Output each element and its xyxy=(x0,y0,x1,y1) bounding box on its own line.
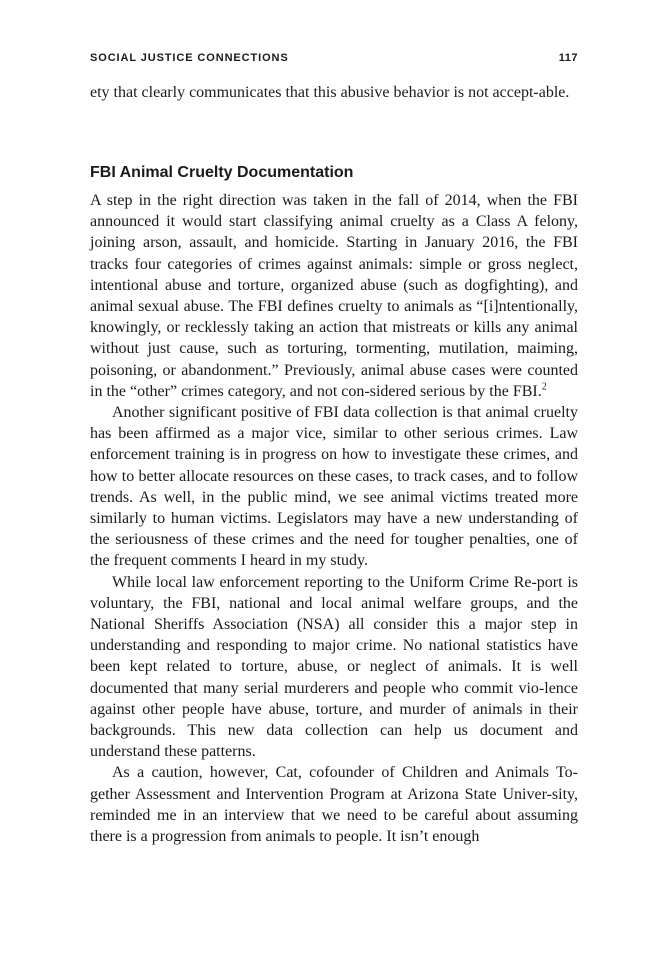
paragraph-text: A step in the right direction was taken in the fall of 2014, when the FBI announced it would start classifying animal cruelty as a Class A felony, joining arson, assault, and homicide. Starting in January 2016, the FBI tracks four categories of crimes against animals: simple or gross neglect, intentional abuse and torture, organized abuse (such as dogfighting), and animal sexual abuse. The FBI defines cruelty to animals as “[i]ntentionally, knowingly, or recklessly taking an action that mistreats or kills any animal without just cause, such as torturing, tormenting, mutilation, maiming, poisoning, or abandonment.” Previously, animal abuse cases were counted in the “other” crimes category, and not con-sidered serious by the FBI. xyxy=(90,192,578,400)
running-head-title: SOCIAL JUSTICE CONNECTIONS xyxy=(90,52,289,64)
running-head xyxy=(90,52,578,68)
paragraph: While local law enforcement reporting to the Uniform Crime Re-port is voluntary, the FBI, national and local animal welfare groups, and the National Sheriffs Association (NSA) all consider this a major step in understanding and responding to major crime. No national statistics have been kept related to torture, abuse, or neglect of animals. It is well documented that many serial murderers and people who commit vio-lence against other people have abuse, torture, and murder of animals in their backgrounds. This new data collection can help us document and understand these patterns. xyxy=(90,573,578,761)
footnote-marker[interactable]: 2 xyxy=(541,381,547,393)
paragraph: As a caution, however, Cat, cofounder of Children and Animals To-gether Assessment and Intervention Program at Arizona State Univer-sity, reminded me in an interview that we need to be careful about assuming there is a progression from animals to people. It isn’t enough xyxy=(90,764,578,846)
paragraph xyxy=(90,190,578,402)
section-heading: FBI Animal Cruelty Documentation xyxy=(90,164,354,181)
continuation-text xyxy=(90,82,578,103)
paragraph: ety that clearly communicates that this abusive behavior is not accept-able. xyxy=(90,84,570,101)
page-number: 117 xyxy=(558,52,578,64)
paragraph: Another significant positive of FBI data collection is that animal cruelty has been affirmed as a major vice, similar to other serious crimes. Law enforcement training is in progress on how to investigate these crimes, and how to better allocate resources on these cases, to track cases, and to follow trends. As well, in the public mind, we see animal victims treated more similarly to human victims. Legislators may have a new understanding of the seriousness of these crimes and the need for tougher penalties, one of the frequent comments I heard in my study. xyxy=(90,404,578,570)
section-body xyxy=(90,190,578,847)
